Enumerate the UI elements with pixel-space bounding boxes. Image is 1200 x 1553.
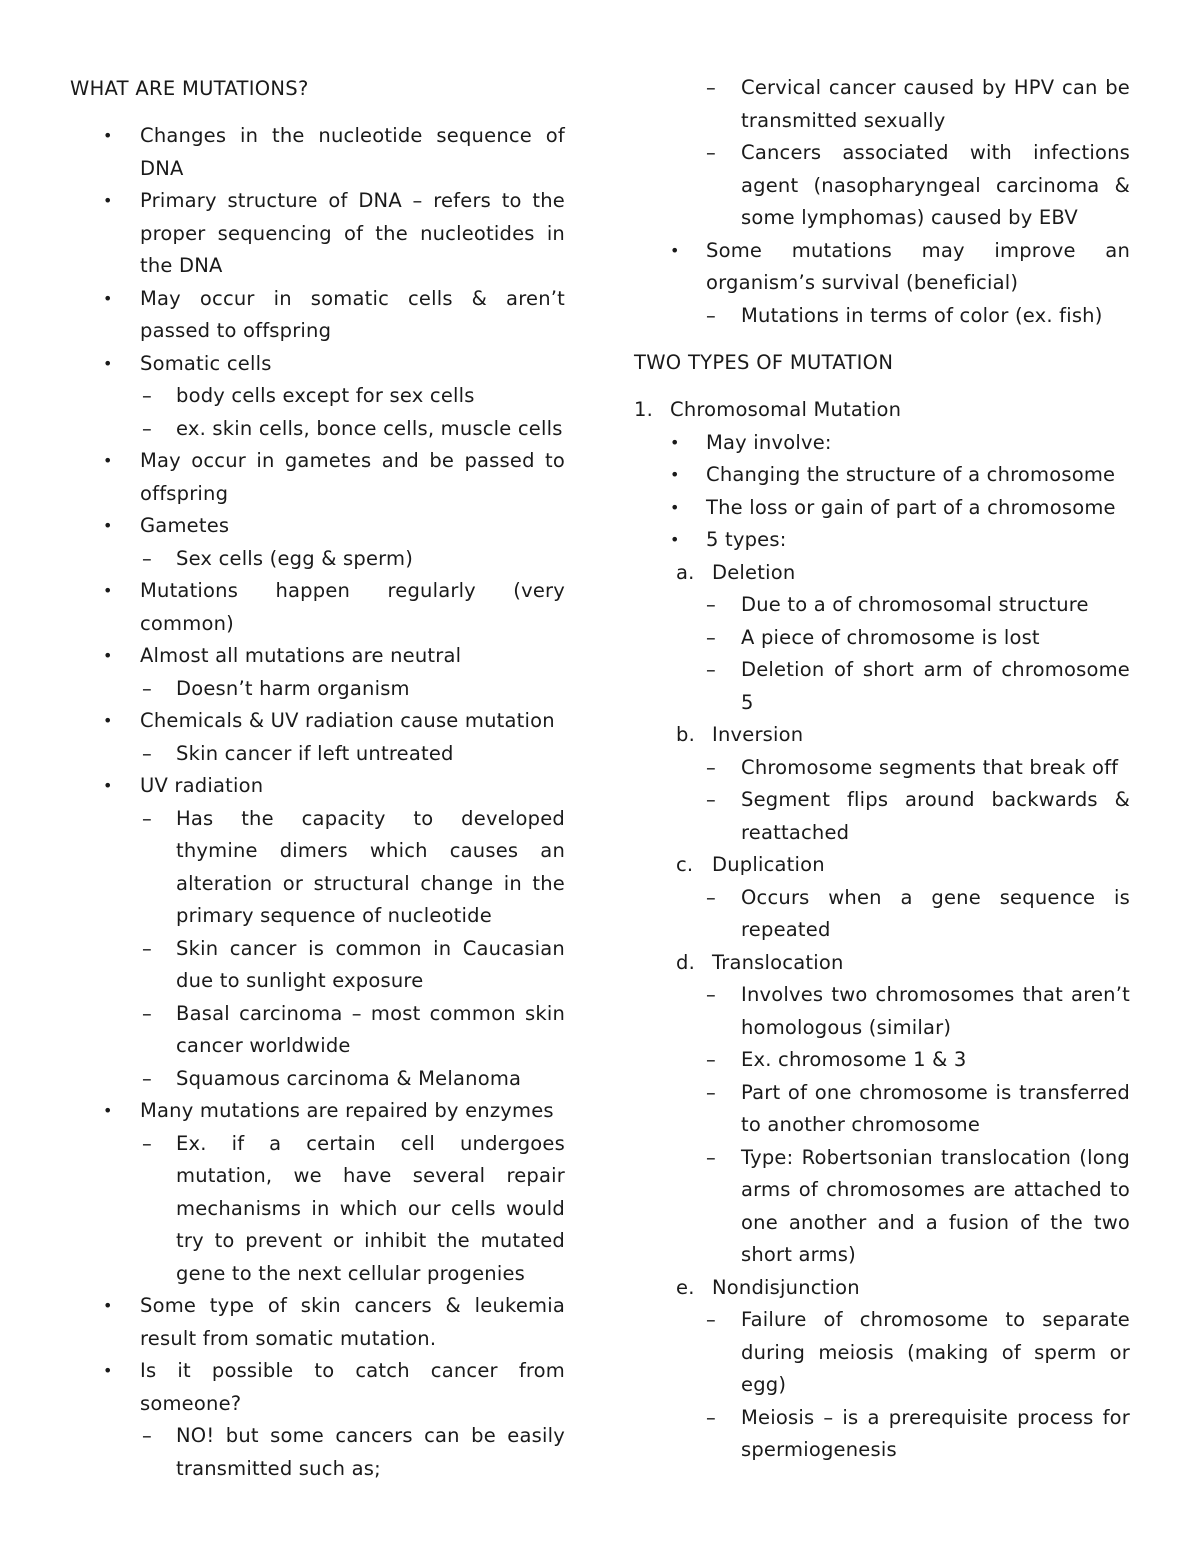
left-column <box>70 72 565 1485</box>
type-letter: e. <box>676 1275 695 1299</box>
dash-item: – Segment flips around backwards & reattached <box>634 784 1130 849</box>
dash-icon: – <box>706 76 716 99</box>
dash-item: – Involves two chromosomes that aren’t homologous (similar) <box>634 979 1130 1044</box>
dash-icon: – <box>142 676 152 700</box>
dash-icon: – <box>706 1308 716 1331</box>
bullet-icon: • <box>103 516 113 535</box>
mutation-type-nondisjunction: e. Nondisjunction <box>634 1272 1130 1305</box>
dash-item: – Part of one chromosome is transferred to another chromosome <box>634 1077 1130 1142</box>
dash-item: – Failure of chromosome to separate during meiosis (making of sperm or egg) <box>634 1304 1130 1402</box>
dash-icon: – <box>142 1001 152 1025</box>
mutation-type-duplication: c. Duplication <box>634 849 1130 882</box>
bullet-item: • Many mutations are repaired by enzymes <box>70 1095 565 1128</box>
mutation-type-translocation: d. Translocation <box>634 947 1130 980</box>
dash-icon: – <box>706 755 716 779</box>
dash-icon: – <box>706 788 716 811</box>
bullet-icon: • <box>103 776 113 795</box>
type-letter: a. <box>676 560 695 584</box>
bullet-icon: • <box>670 530 680 549</box>
bullet-icon: • <box>103 451 113 470</box>
dash-item: – ex. skin cells, bonce cells, muscle cells <box>70 413 565 446</box>
bullet-item: • Almost all mutations are neutral <box>70 640 565 673</box>
bullet-item: • Mutations happen regularly (very common) <box>70 575 565 640</box>
section-heading-two-types: TWO TYPES OF MUTATION <box>634 351 894 374</box>
dash-item: – Cancers associated with infections agent (nasopharyngeal carcinoma & some lymphomas) caused by EBV <box>634 137 1130 235</box>
numbered-section-title: 1. Chromosomal Mutation <box>634 394 1130 427</box>
bullet-icon: • <box>103 711 113 730</box>
dash-icon: – <box>142 384 152 407</box>
bullet-item: • Is it possible to catch cancer from someone? <box>70 1355 565 1420</box>
bullet-item: • Some mutations may improve an organism’s survival (beneficial) <box>634 235 1130 300</box>
dash-icon: – <box>706 303 716 327</box>
bullet-icon: • <box>103 581 113 600</box>
dash-item: – Meiosis – is a prerequisite process for spermiogenesis <box>634 1402 1130 1467</box>
dash-icon: – <box>142 1424 152 1447</box>
bullet-item: • May occur in gametes and be passed to offspring <box>70 445 565 510</box>
dash-item: – Mutations in terms of color (ex. fish) <box>634 300 1130 333</box>
dash-item: – Occurs when a gene sequence is repeated <box>634 882 1130 947</box>
dash-icon: – <box>706 983 716 1006</box>
dash-icon: – <box>142 1066 152 1090</box>
dash-icon: – <box>706 1080 716 1104</box>
bullet-icon: • <box>103 646 113 665</box>
bullet-icon: • <box>103 126 113 145</box>
bullet-icon: • <box>103 353 113 373</box>
bullet-item: • 5 types: <box>634 524 1130 557</box>
dash-icon: – <box>706 141 716 164</box>
mutation-type-inversion: b. Inversion <box>634 719 1130 752</box>
dash-icon: – <box>142 936 152 960</box>
dash-icon: – <box>706 658 716 681</box>
bullet-item: • Somatic cells <box>70 348 565 381</box>
bullet-icon: • <box>670 432 680 452</box>
dash-item: – Skin cancer is common in Caucasian due to sunlight exposure <box>70 933 565 998</box>
dash-item: – Deletion of short arm of chromosome 5 <box>634 654 1130 719</box>
section-number: 1. <box>634 398 654 421</box>
dash-item: – Chromosome segments that break off <box>634 752 1130 785</box>
dash-icon: – <box>142 806 152 830</box>
bullet-icon: • <box>670 240 680 260</box>
bullet-item: • Primary structure of DNA – refers to the proper sequencing of the nucleotides in the DNA <box>70 185 565 283</box>
right-column <box>634 72 1130 1467</box>
dash-icon: – <box>142 416 152 440</box>
bullet-icon: • <box>103 1361 113 1380</box>
bullet-icon: • <box>103 288 113 308</box>
dash-item: – Cervical cancer caused by HPV can be transmitted sexually <box>634 72 1130 137</box>
dash-icon: – <box>706 1145 716 1169</box>
bullet-item: • Some type of skin cancers & leukemia result from somatic mutation. <box>70 1290 565 1355</box>
dash-icon: – <box>142 546 152 570</box>
dash-item: – Has the capacity to developed thymine dimers which causes an alteration or structural change in the primary sequence of nucleotide <box>70 803 565 933</box>
dash-icon: – <box>706 593 716 616</box>
type-letter: b. <box>676 723 695 746</box>
dash-item: – Sex cells (egg & sperm) <box>70 543 565 576</box>
dash-item: – Type: Robertsonian translocation (long arms of chromosomes are attached to one another and a fusion of the two short arms) <box>634 1142 1130 1272</box>
dash-item: – Ex. chromosome 1 & 3 <box>634 1044 1130 1077</box>
dash-icon: – <box>142 741 152 765</box>
bullet-icon: • <box>103 191 113 210</box>
dash-item: – Ex. if a certain cell undergoes mutation, we have several repair mechanisms in which our cells would try to prevent or inhibit the mutated gene to the next cellular progenies <box>70 1128 565 1291</box>
dash-item: – Skin cancer if left untreated <box>70 738 565 771</box>
bullet-item: • Changes in the nucleotide sequence of DNA <box>70 120 565 185</box>
mutation-type-deletion: a. Deletion <box>634 557 1130 590</box>
bullet-item: • Gametes <box>70 510 565 543</box>
dash-item: – NO! but some cancers can be easily transmitted such as; <box>70 1420 565 1485</box>
dash-icon: – <box>706 1048 716 1071</box>
bullet-icon: • <box>103 1296 113 1315</box>
bullet-item: • UV radiation <box>70 770 565 803</box>
dash-item: – Due to a of chromosomal structure <box>634 589 1130 622</box>
bullet-icon: • <box>103 1101 113 1120</box>
bullet-icon: • <box>670 497 680 517</box>
bullet-item: • Changing the structure of a chromosome <box>634 459 1130 492</box>
dash-icon: – <box>706 885 716 909</box>
bullet-item: • May occur in somatic cells & aren’t passed to offspring <box>70 283 565 348</box>
type-letter: c. <box>676 853 694 876</box>
dash-icon: – <box>706 1405 716 1429</box>
dash-item: – Doesn’t harm organism <box>70 673 565 706</box>
section-heading-what-are-mutations: WHAT ARE MUTATIONS? <box>70 77 309 100</box>
dash-icon: – <box>142 1131 152 1155</box>
bullet-item: • May involve: <box>634 427 1130 460</box>
bullet-icon: • <box>670 465 680 484</box>
dash-item: – A piece of chromosome is lost <box>634 622 1130 655</box>
dash-icon: – <box>706 625 716 649</box>
bullet-item: • Chemicals & UV radiation cause mutation <box>70 705 565 738</box>
type-letter: d. <box>676 950 695 974</box>
dash-item: – Squamous carcinoma & Melanoma <box>70 1063 565 1096</box>
dash-item: – body cells except for sex cells <box>70 380 565 413</box>
dash-item: – Basal carcinoma – most common skin cancer worldwide <box>70 998 565 1063</box>
bullet-item: • The loss or gain of part of a chromosome <box>634 492 1130 525</box>
